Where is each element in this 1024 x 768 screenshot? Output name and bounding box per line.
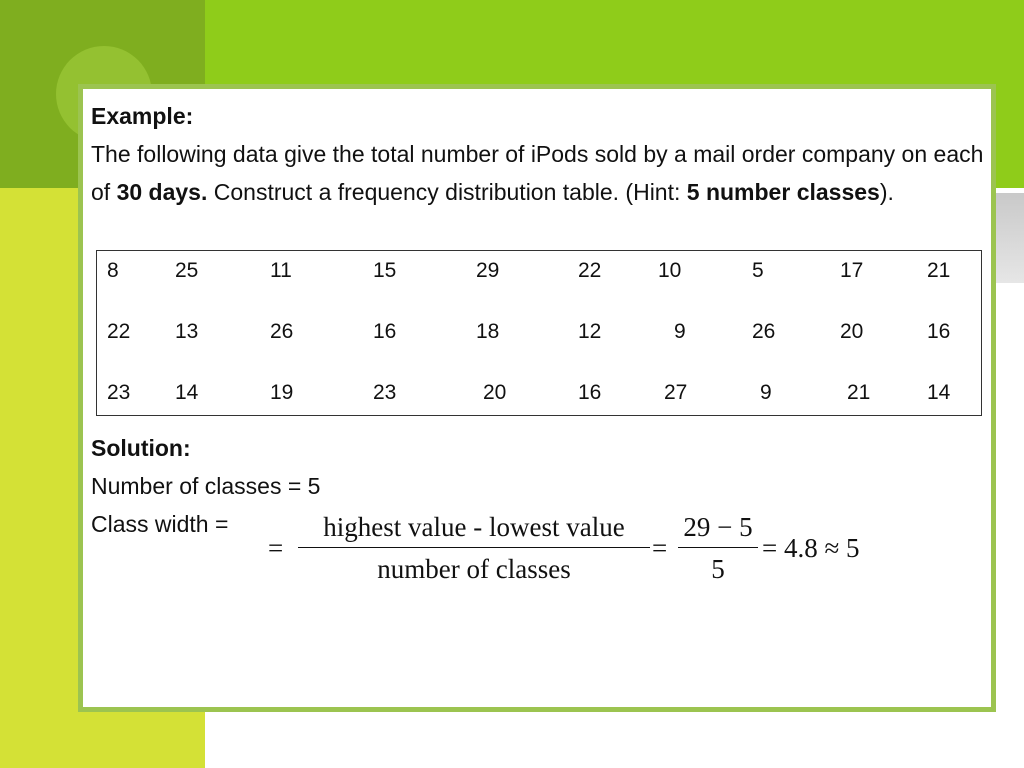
data-row bbox=[97, 320, 981, 350]
data-cell: 11 bbox=[270, 259, 292, 282]
problem-statement bbox=[91, 97, 987, 211]
data-cell: 19 bbox=[270, 381, 294, 404]
problem-text bbox=[91, 135, 987, 211]
data-cell: 26 bbox=[270, 320, 294, 343]
data-cell: 14 bbox=[927, 381, 951, 404]
hint-emphasis: 5 number classes bbox=[686, 179, 880, 205]
data-cell: 14 bbox=[175, 381, 199, 404]
class-width-label: Class width = bbox=[91, 511, 229, 537]
data-cell: 27 bbox=[664, 381, 688, 404]
background-gray-band bbox=[992, 193, 1024, 283]
data-cell: 29 bbox=[476, 259, 500, 282]
data-cell: 9 bbox=[674, 320, 686, 343]
data-cell: 10 bbox=[658, 259, 682, 282]
data-cell: 15 bbox=[373, 259, 397, 282]
data-cell: 9 bbox=[760, 381, 772, 404]
data-cell: 22 bbox=[578, 259, 602, 282]
equals-sign: = bbox=[268, 533, 284, 563]
number-of-classes-line: Number of classes = 5 bbox=[91, 473, 321, 499]
data-cell: 16 bbox=[373, 320, 397, 343]
data-cell: 16 bbox=[578, 381, 602, 404]
problem-text-a: The following data give the total number of iPods sold by a mail order company on each of bbox=[91, 141, 984, 205]
example-heading: Example: bbox=[91, 103, 194, 129]
data-cell: 21 bbox=[927, 259, 951, 282]
data-row bbox=[97, 259, 981, 289]
fraction-values bbox=[678, 507, 758, 590]
formula-result: = 4.8 ≈ 5 bbox=[762, 533, 860, 563]
data-cell: 23 bbox=[373, 381, 397, 404]
data-cell: 23 bbox=[107, 381, 131, 404]
content-frame bbox=[78, 84, 996, 712]
solution-heading: Solution: bbox=[91, 435, 191, 461]
equals-sign: = bbox=[652, 533, 668, 563]
data-cell: 22 bbox=[107, 320, 131, 343]
data-cell: 17 bbox=[840, 259, 864, 282]
data-cell: 5 bbox=[752, 259, 764, 282]
problem-text-c: ). bbox=[879, 179, 894, 205]
fraction-denominator: number of classes bbox=[377, 554, 571, 584]
data-cell: 16 bbox=[927, 320, 951, 343]
problem-text-b: Construct a frequency distribution table. (Hint: bbox=[207, 179, 687, 205]
data-row bbox=[97, 381, 981, 411]
data-cell: 20 bbox=[840, 320, 864, 343]
data-cell: 26 bbox=[752, 320, 776, 343]
fraction-numerator: highest value - lowest value bbox=[323, 512, 625, 542]
data-cell: 13 bbox=[175, 320, 199, 343]
data-table bbox=[96, 250, 982, 416]
fraction-range-over-classes bbox=[298, 507, 650, 590]
data-cell: 12 bbox=[578, 320, 602, 343]
fraction-denominator: 5 bbox=[711, 554, 725, 584]
data-cell: 25 bbox=[175, 259, 199, 282]
data-cell: 18 bbox=[476, 320, 500, 343]
data-cell: 20 bbox=[483, 381, 507, 404]
data-cell: 21 bbox=[847, 381, 871, 404]
data-cell: 8 bbox=[107, 259, 119, 282]
fraction-numerator: 29 − 5 bbox=[683, 512, 753, 542]
class-width-formula bbox=[268, 507, 888, 597]
days-emphasis: 30 days. bbox=[116, 179, 208, 205]
